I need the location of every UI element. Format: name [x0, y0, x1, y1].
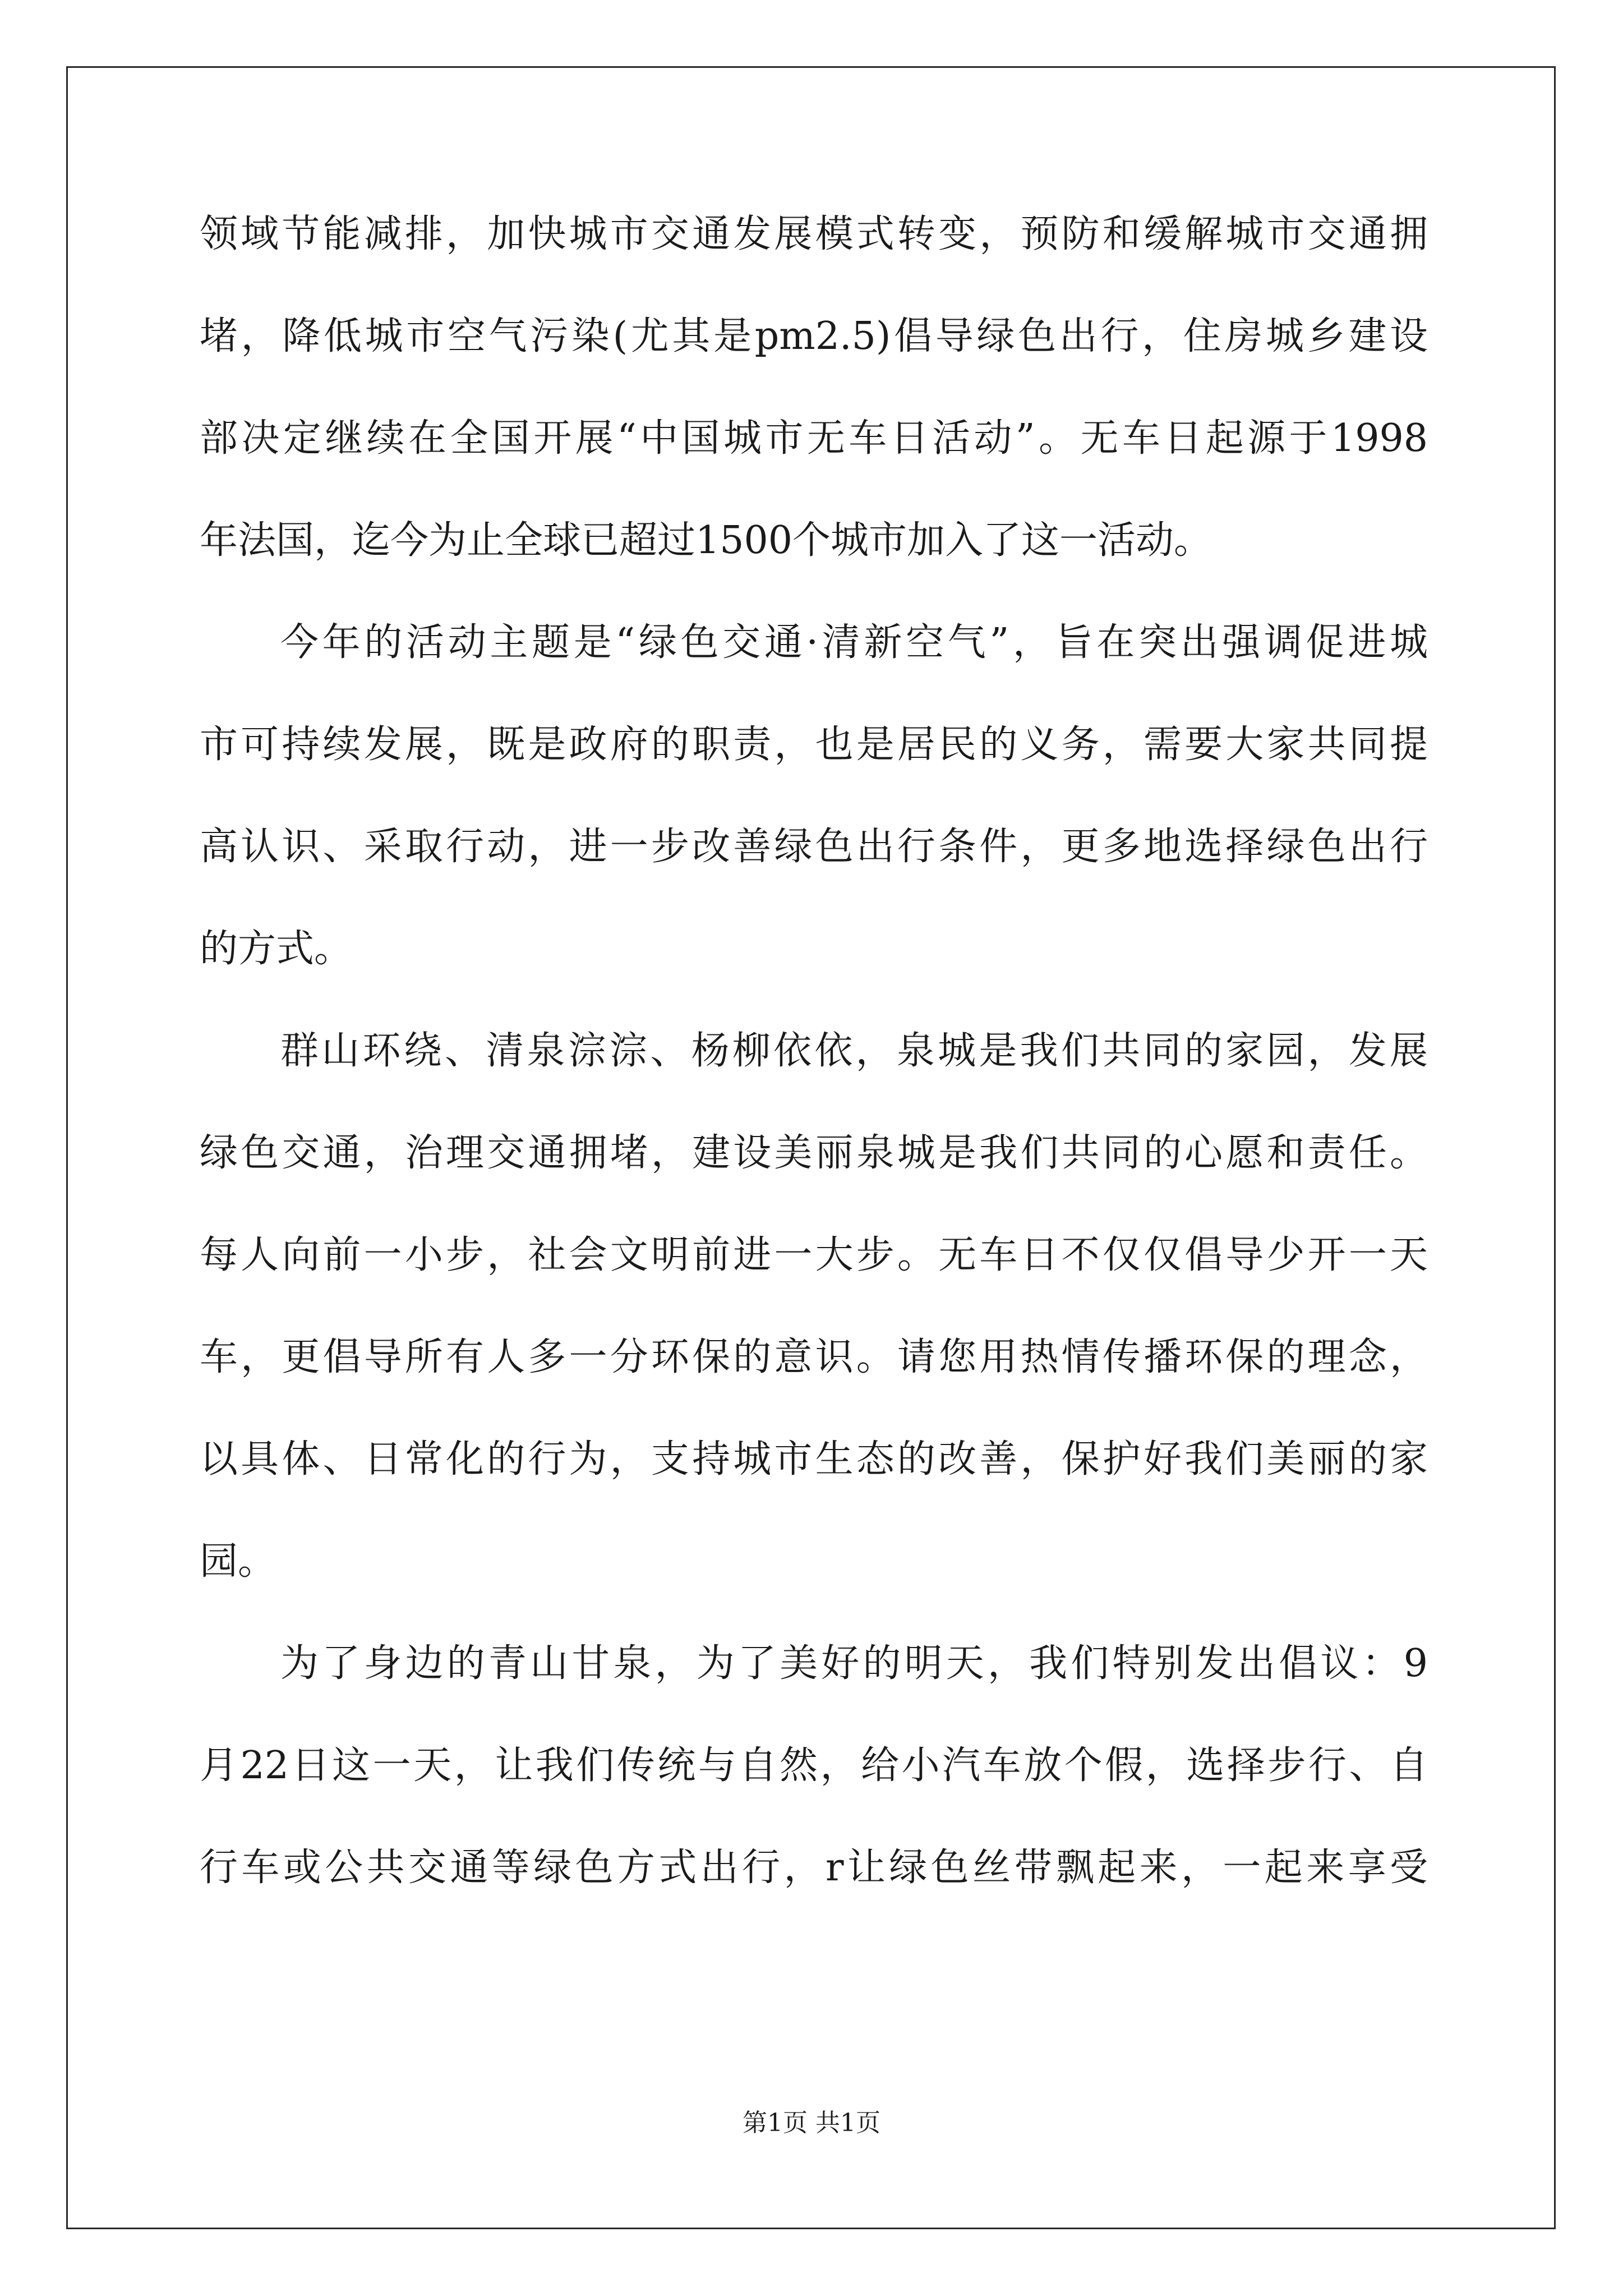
text-line: 每人向前一小步，社会文明前进一大步。无车日不仅仅倡导少开一天: [200, 1233, 1428, 1277]
text-line: 堵，降低城市空气污染(尤其是pm2.5)倡导绿色出行，住房城乡建设: [200, 314, 1428, 358]
text-line: 车，更倡导所有人多一分环保的意识。请您用热情传播环保的理念，: [200, 1335, 1428, 1379]
text-line: 行车或公共交通等绿色方式出行，r让绿色丝带飘起来，一起来享受: [200, 1846, 1428, 1890]
text-line: 的方式。: [200, 927, 353, 971]
text-line: 高认识、采取行动，进一步改善绿色出行条件，更多地选择绿色出行: [200, 825, 1428, 869]
text-line: 为了身边的青山甘泉，为了美好的明天，我们特别发出倡议：9: [280, 1641, 1428, 1686]
text-line: 以具体、日常化的行为，支持城市生态的改善，保护好我们美丽的家: [200, 1437, 1428, 1481]
text-line: 年法国，迄今为止全球已超过1500个城市加入了这一活动。: [200, 518, 1212, 563]
text-line: 市可持续发展，既是政府的职责，也是居民的义务，需要大家共同提: [200, 723, 1428, 767]
text-line: 群山环绕、清泉淙淙、杨柳依依，泉城是我们共同的家园，发展: [280, 1029, 1428, 1073]
text-line: 部决定继续在全国开展“中国城市无车日活动”。无车日起源于1998: [200, 416, 1428, 461]
text-line: 今年的活动主题是“绿色交通·清新空气”，旨在突出强调促进城: [280, 620, 1428, 665]
text-line: 领域节能减排，加快城市交通发展模式转变，预防和缓解城市交通拥: [200, 212, 1428, 256]
text-line: 绿色交通，治理交通拥堵，建设美丽泉城是我们共同的心愿和责任。: [200, 1131, 1428, 1175]
text-line: 园。: [200, 1539, 276, 1584]
text-line: 月22日这一天，让我们传统与自然，给小汽车放个假，选择步行、自: [200, 1743, 1428, 1788]
page-number-footer: 第1页 共1页: [743, 2109, 880, 2137]
